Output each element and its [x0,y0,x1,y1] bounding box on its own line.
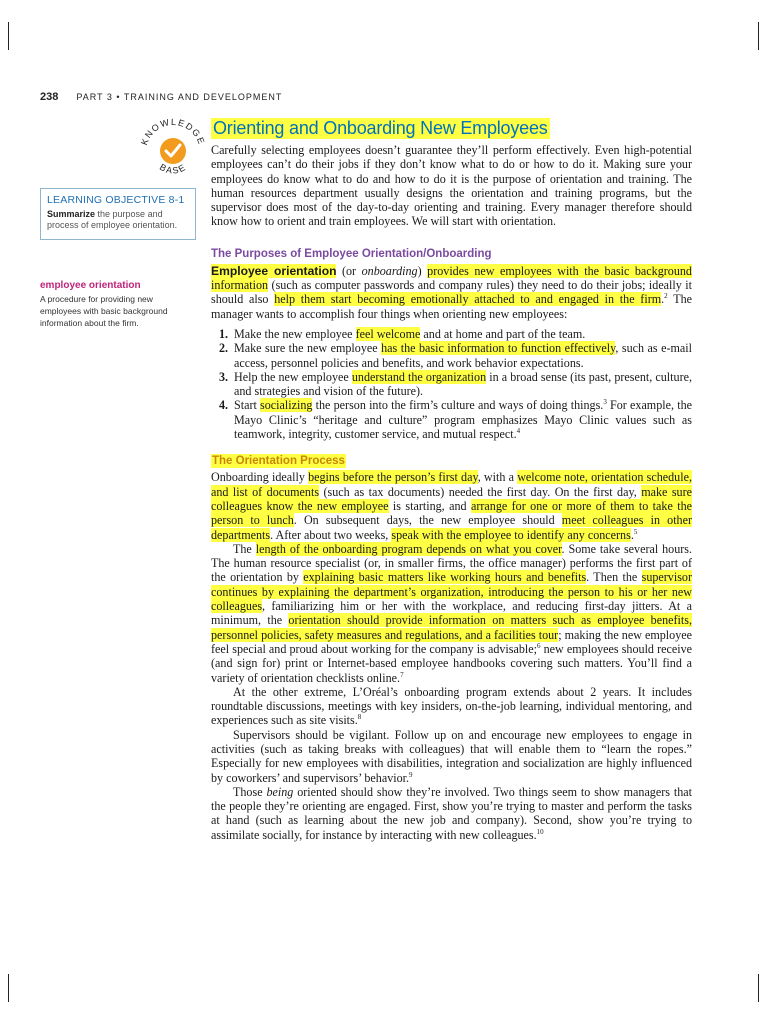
highlighted-text: socializing [260,398,313,413]
process-paragraph-1 [211,470,692,541]
text-run: . On subsequent days, the new employee should [293,513,562,528]
text-run: in a broad sense (its past, present, culture, and strategies and vision of the future). [234,369,692,399]
text-run: ; making the new employee feel special and proud about working for the company is advisable; [211,627,692,656]
text-run: is starting, and [388,498,471,513]
highlighted-text: length of the onboarding program depends on what you cover [255,541,562,556]
text-run: new employees should receive (and sign for) print or Internet-based employee handbooks covering such matters. You’ll find a variety of orientation checklists online. [211,641,693,685]
highlighted-text: speak with the employee to identify any concerns [391,527,631,542]
margin-definition [40,280,190,329]
text-run: At the other extreme, L’Oréal’s onboarding program extends about 2 years. It includes roundtable discussions, meetings with key insiders, on-the-job learning, individual mentoring, and experiences such as site visits. [211,684,692,728]
highlighted-text: help them start becoming emotionally attached to and engaged in the firm [274,292,662,307]
footnote-ref: 8 [357,713,362,722]
list-item [211,341,692,370]
page-title: Orienting and Onboarding New Employees [213,118,548,138]
list-item [211,327,692,341]
highlighted-text: orientation should provide information on matters such as employee benefits, personnel policies, safety measures and regulations, and a facilities tour [211,613,692,642]
footnote-ref: 6 [537,641,541,650]
process-paragraph-2 [211,542,692,685]
list-item [211,370,692,399]
crop-mark [8,22,9,50]
text-run: Make sure the new employee [234,341,382,356]
text-run: , familiarizing him or her with the workplace, and reducing first-day jitters. At a minimum, the [211,599,692,628]
text-run: and at home and part of the team. [420,326,586,341]
footnote-ref: 2 [664,292,668,301]
text-run: being [266,784,294,799]
process-paragraph-4 [211,728,692,785]
section-heading-process: The Orientation Process [212,455,345,468]
highlighted-text: begins before the person’s first day [308,470,478,485]
text-run: , such as e-mail access, personnel policies and benefits, and work behavior expectations. [234,341,692,370]
text-run: ) [417,263,428,278]
knowledge-base-arc-bottom: BASE [157,161,189,176]
text-run: For example, the Mayo Clinic’s “heritage and culture” program emphasizes Mayo Clinic values such as teamwork, integrity, customer service, and mutual respect. [234,398,692,442]
footnote-ref: 10 [536,827,544,836]
orientation-goals-list [211,327,692,441]
process-paragraph-3 [211,685,692,728]
footnote-ref: 3 [603,398,607,407]
text-run: Onboarding ideally [211,470,309,485]
text-run: oriented should show they’re involved. Two things seem to show managers that the people they’re orienting are engaged. First, show you’re trying to master and perform the tasks at hand (such as learning about the new job and company). Second, show you’re trying to assimilate socially, for instance by interacting with new colleagues. [211,784,692,842]
text-run: (such as computer passwords and company rules) they need to do their jobs; ideally it should also [211,278,692,307]
running-head [40,91,282,103]
footnote-ref: 5 [633,527,638,536]
text-run: Make the new employee [234,326,356,341]
text-run: Supervisors should be vigilant. Follow up on and encourage new employees to engage in activities (such as taking breaks with colleagues) that will enable them to “learn the ropes.” Especially for new employees with disabilities, integration and socialization are highly influenced by coworkers’ and supervisors’ behavior. [211,727,692,785]
crop-mark [758,22,759,50]
highlighted-text: arrange for one or more of them to take the person to lunch [211,498,693,528]
text-run: The manager wants to accomplish four things when orienting new employees: [211,292,692,321]
text-run: . Some take several hours. The human resource specialist (or, in smaller firms, the office manager) performs the first part of the orientation by [211,541,693,585]
purposes-paragraph [211,264,692,321]
learning-objective-rest: the purpose and process of employee orientation. [47,209,178,230]
section-heading-purposes: The Purposes of Employee Orientation/Onboarding [211,247,492,260]
knowledge-base-circle [160,138,186,164]
list-number: 4. [219,398,229,413]
highlighted-text: feel welcome [355,326,421,341]
text-run: The [233,541,256,556]
footnote-ref: 7 [400,670,404,679]
highlighted-text: explaining basic matters like working hours and benefits [303,570,587,585]
footnote-ref: 9 [409,770,413,779]
running-head-section: PART 3 • TRAINING AND DEVELOPMENT [76,92,283,102]
text-run: Start [234,398,261,413]
list-number: 3. [219,369,229,384]
learning-objective-text [47,209,189,231]
list-number: 2. [219,341,229,356]
margin-definition-term: employee orientation [40,280,141,291]
crop-mark [8,974,9,1002]
list-item [211,398,692,441]
intro-paragraph: Carefully selecting employees doesn’t guarantee they’ll perform effectively. Even high-potential employees can’t do their jobs if they don’t know what to do or how to do it. Making sure your employees do know what to do and how to do it is the purpose of orientation and training. The human resources department usually designs the orientation and training programs, but the supervisor does most of the day-to-day orienting and training. Every manager therefore should know how to orient and train employees. We will start with orientation. [211,143,692,229]
text-run: , with a [477,470,518,485]
text-run: Those [233,784,267,799]
text-run: the person into the firm’s culture and ways of doing things. [312,398,604,413]
process-paragraph-5 [211,785,692,842]
learning-objective-title: LEARNING OBJECTIVE 8-1 [47,194,185,206]
text-run: Help the new employee [234,369,352,384]
text-run: . After about two weeks, [270,527,392,542]
highlighted-text: supervisor continues by explaining the department’s organization, introducing the person to his or her new colleagues [211,570,692,614]
footnote-ref: 4 [516,427,521,436]
text-run: . Then the [586,570,642,585]
highlighted-text: meet colleagues in other departments [211,513,692,542]
learning-objective-bold: Summarize [47,209,96,219]
highlighted-text: welcome note, orientation schedule, and list of documents [211,470,692,499]
text-run: onboarding [361,263,418,278]
key-term-employee-orientation: Employee orientation [211,263,337,278]
list-number: 1. [219,326,229,341]
learning-objective-box [40,188,196,240]
highlighted-text: has the basic information to function effectively [381,341,616,356]
page-number: 238 [40,91,59,103]
text-run: (or [336,263,362,278]
highlighted-text: provides new employees with the basic background information [211,263,692,293]
crop-mark [758,974,759,1002]
text-run: . [630,527,634,542]
margin-definition-text: A procedure for providing new employees with basic background information about the firm. [40,294,168,328]
text-run: (such as tax documents) needed the first day. On the first day, [319,484,642,499]
text-run: . [661,292,665,307]
highlighted-text: make sure colleagues know the new employee [211,484,692,513]
knowledge-base-badge [138,118,208,184]
knowledge-base-arc-top: KNOWLEDGE [139,118,207,147]
main-body-text [211,143,692,842]
highlighted-text: understand the organization [351,369,487,384]
